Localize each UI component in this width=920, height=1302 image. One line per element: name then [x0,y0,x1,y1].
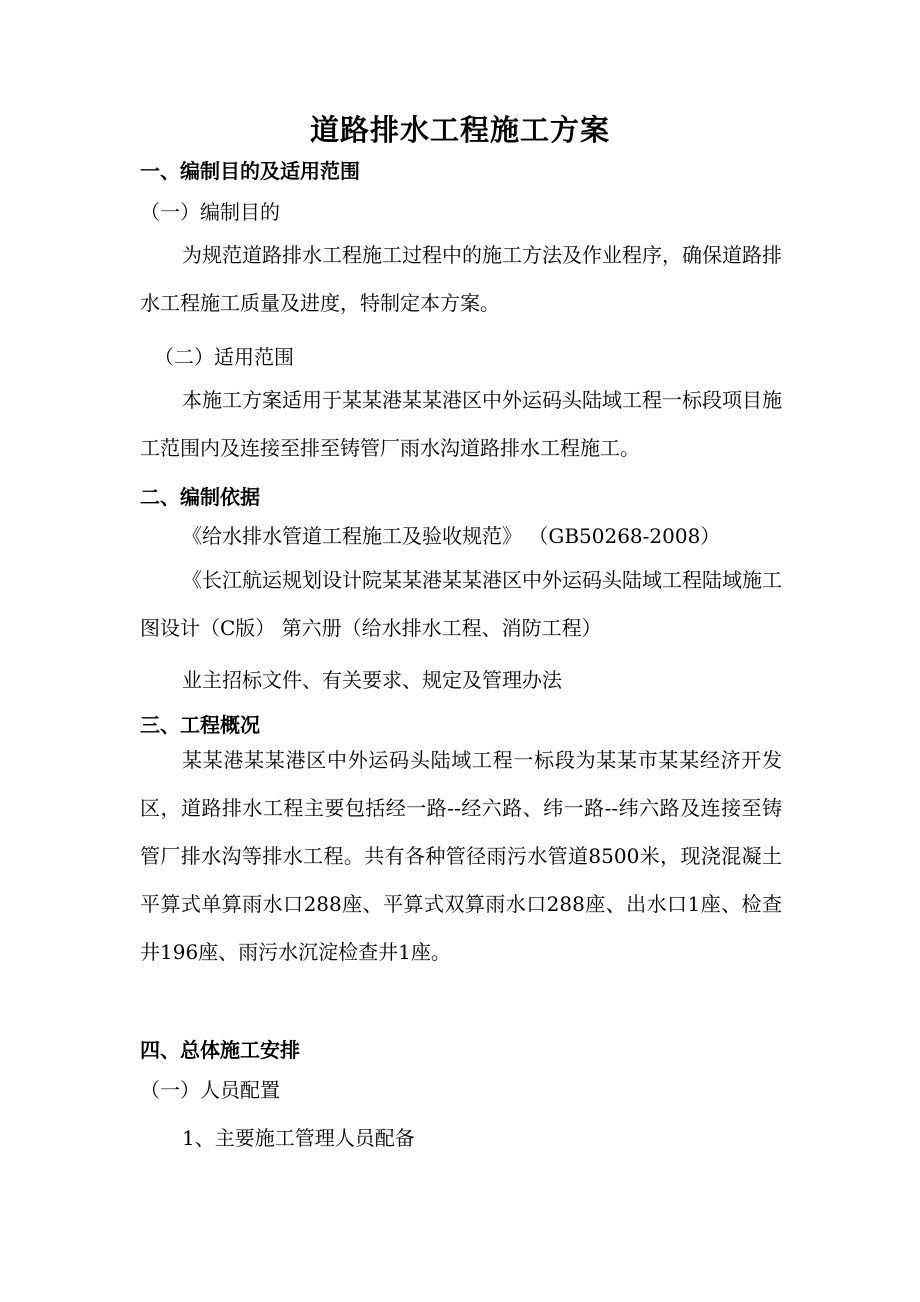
basis-item-1: 《给水排水管道工程施工及验收规范》 （GB50268-2008） [182,524,721,548]
section-1-heading: 一、编制目的及适用范围 [140,159,360,183]
section-1-sub-scope: （二）适用范围 [154,345,294,369]
document-title: 道路排水工程施工方案 [309,113,610,147]
section-1-sub-purpose: （一）编制目的 [140,200,280,224]
section-2-heading: 二、编制依据 [140,485,260,509]
basis-item-3: 业主招标文件、有关要求、规定及管理办法 [182,668,562,692]
section-1-scope-paragraph: 本施工方案适用于某某港某某港区中外运码头陆域工程一标段项目施工范围内及连接至排至铸管厂雨水沟道路排水工程施工。 [140,388,782,460]
section-3-heading: 三、工程概况 [140,713,260,737]
section-3-overview-paragraph: 某某港某某港区中外运码头陆域工程一标段为某某市某某经济开发区，道路排水工程主要包括经一路--经六路、纬一路--纬六路及连接至铸管厂排水沟等排水工程。共有各种管径雨污水管道8500米，现浇混凝土平算式单算雨水口288座、平算式双算雨水口288座、出水口1座、检查井196座、雨污水沉淀检查井1座。 [140,748,782,964]
section-4-sub-staffing: （一）人员配置 [140,1078,280,1102]
section-4-heading: 四、总体施工安排 [140,1038,300,1062]
section-1-purpose-paragraph: 为规范道路排水工程施工过程中的施工方法及作业程序，确保道路排水工程施工质量及进度，特制定本方案。 [140,243,782,315]
basis-item-2: 《长江航运规划设计院某某港某某港区中外运码头陆域工程陆域施工图设计（C版） 第六册（给水排水工程、消防工程） [140,568,782,640]
staffing-item-1: 1、主要施工管理人员配备 [182,1126,415,1150]
